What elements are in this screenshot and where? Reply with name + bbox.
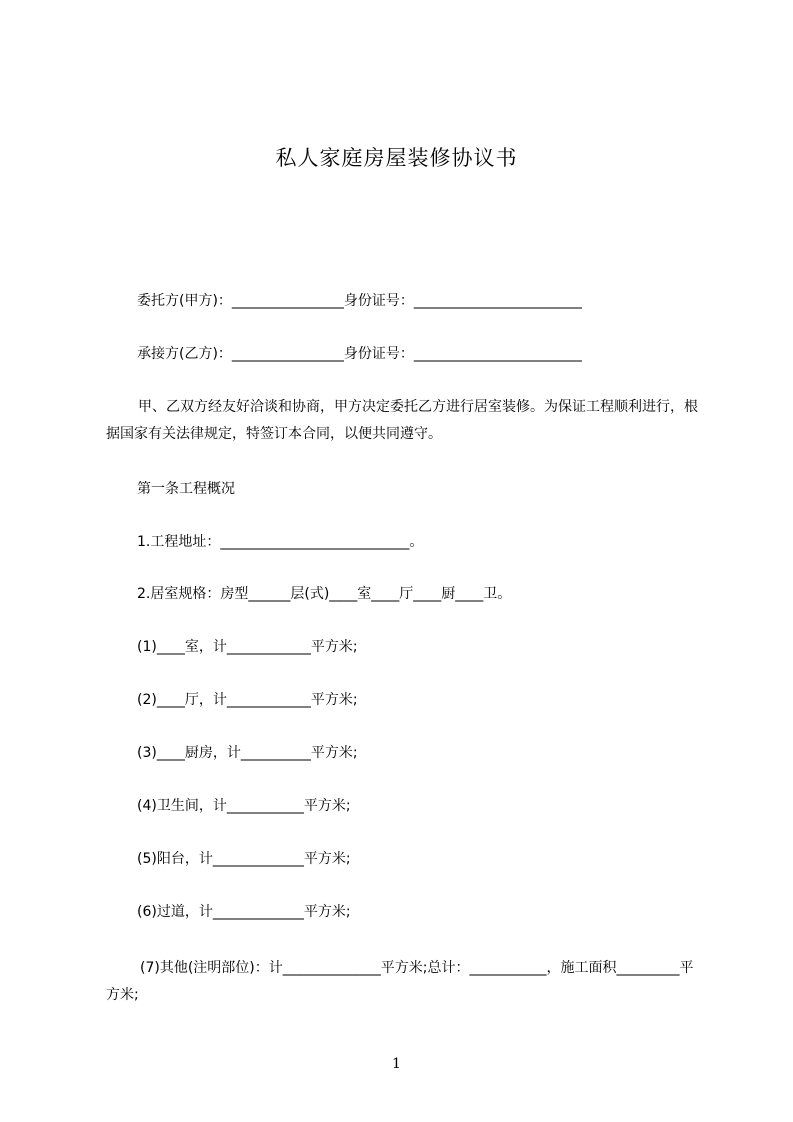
sub-item-halls: (2)____厅，计____________平方米; bbox=[137, 692, 358, 708]
sub-item-rooms: (1)____室，计____________平方米; bbox=[137, 639, 358, 655]
party-b-line: 承接方(乙方)：________________身份证号：________________________ bbox=[137, 346, 582, 362]
sub-item-other: (7)其他(注明部位)：计______________平方米;总计：___________，施工面积_________平方米; bbox=[106, 960, 694, 1003]
page-number: 1 bbox=[392, 1056, 401, 1072]
sub-item-kitchen: (3)____厨房，计__________平方米; bbox=[137, 745, 358, 761]
party-a-line: 委托方(甲方)：________________身份证号：________________________ bbox=[137, 293, 582, 309]
intro-paragraph: 甲、乙双方经友好洽谈和协商，甲方决定委托乙方进行居室装修。为保证工程顺利进行，根据国家有关法律规定，特签订本合同，以便共同遵守。 bbox=[106, 399, 698, 442]
article-1-heading: 第一条工程概况 bbox=[137, 481, 235, 497]
sub-item-corridor: (6)过道，计_____________平方米; bbox=[137, 904, 351, 920]
sub-item-balcony: (5)阳台，计_____________平方米; bbox=[137, 851, 351, 867]
document-title: 私人家庭房屋装修协议书 bbox=[275, 146, 518, 170]
item-room-spec: 2.居室规格：房型______层(式)____室____厅____厨____卫。 bbox=[137, 586, 512, 602]
item-address: 1.工程地址：___________________________。 bbox=[137, 534, 424, 550]
sub-item-bathroom: (4)卫生间，计___________平方米; bbox=[137, 798, 351, 814]
